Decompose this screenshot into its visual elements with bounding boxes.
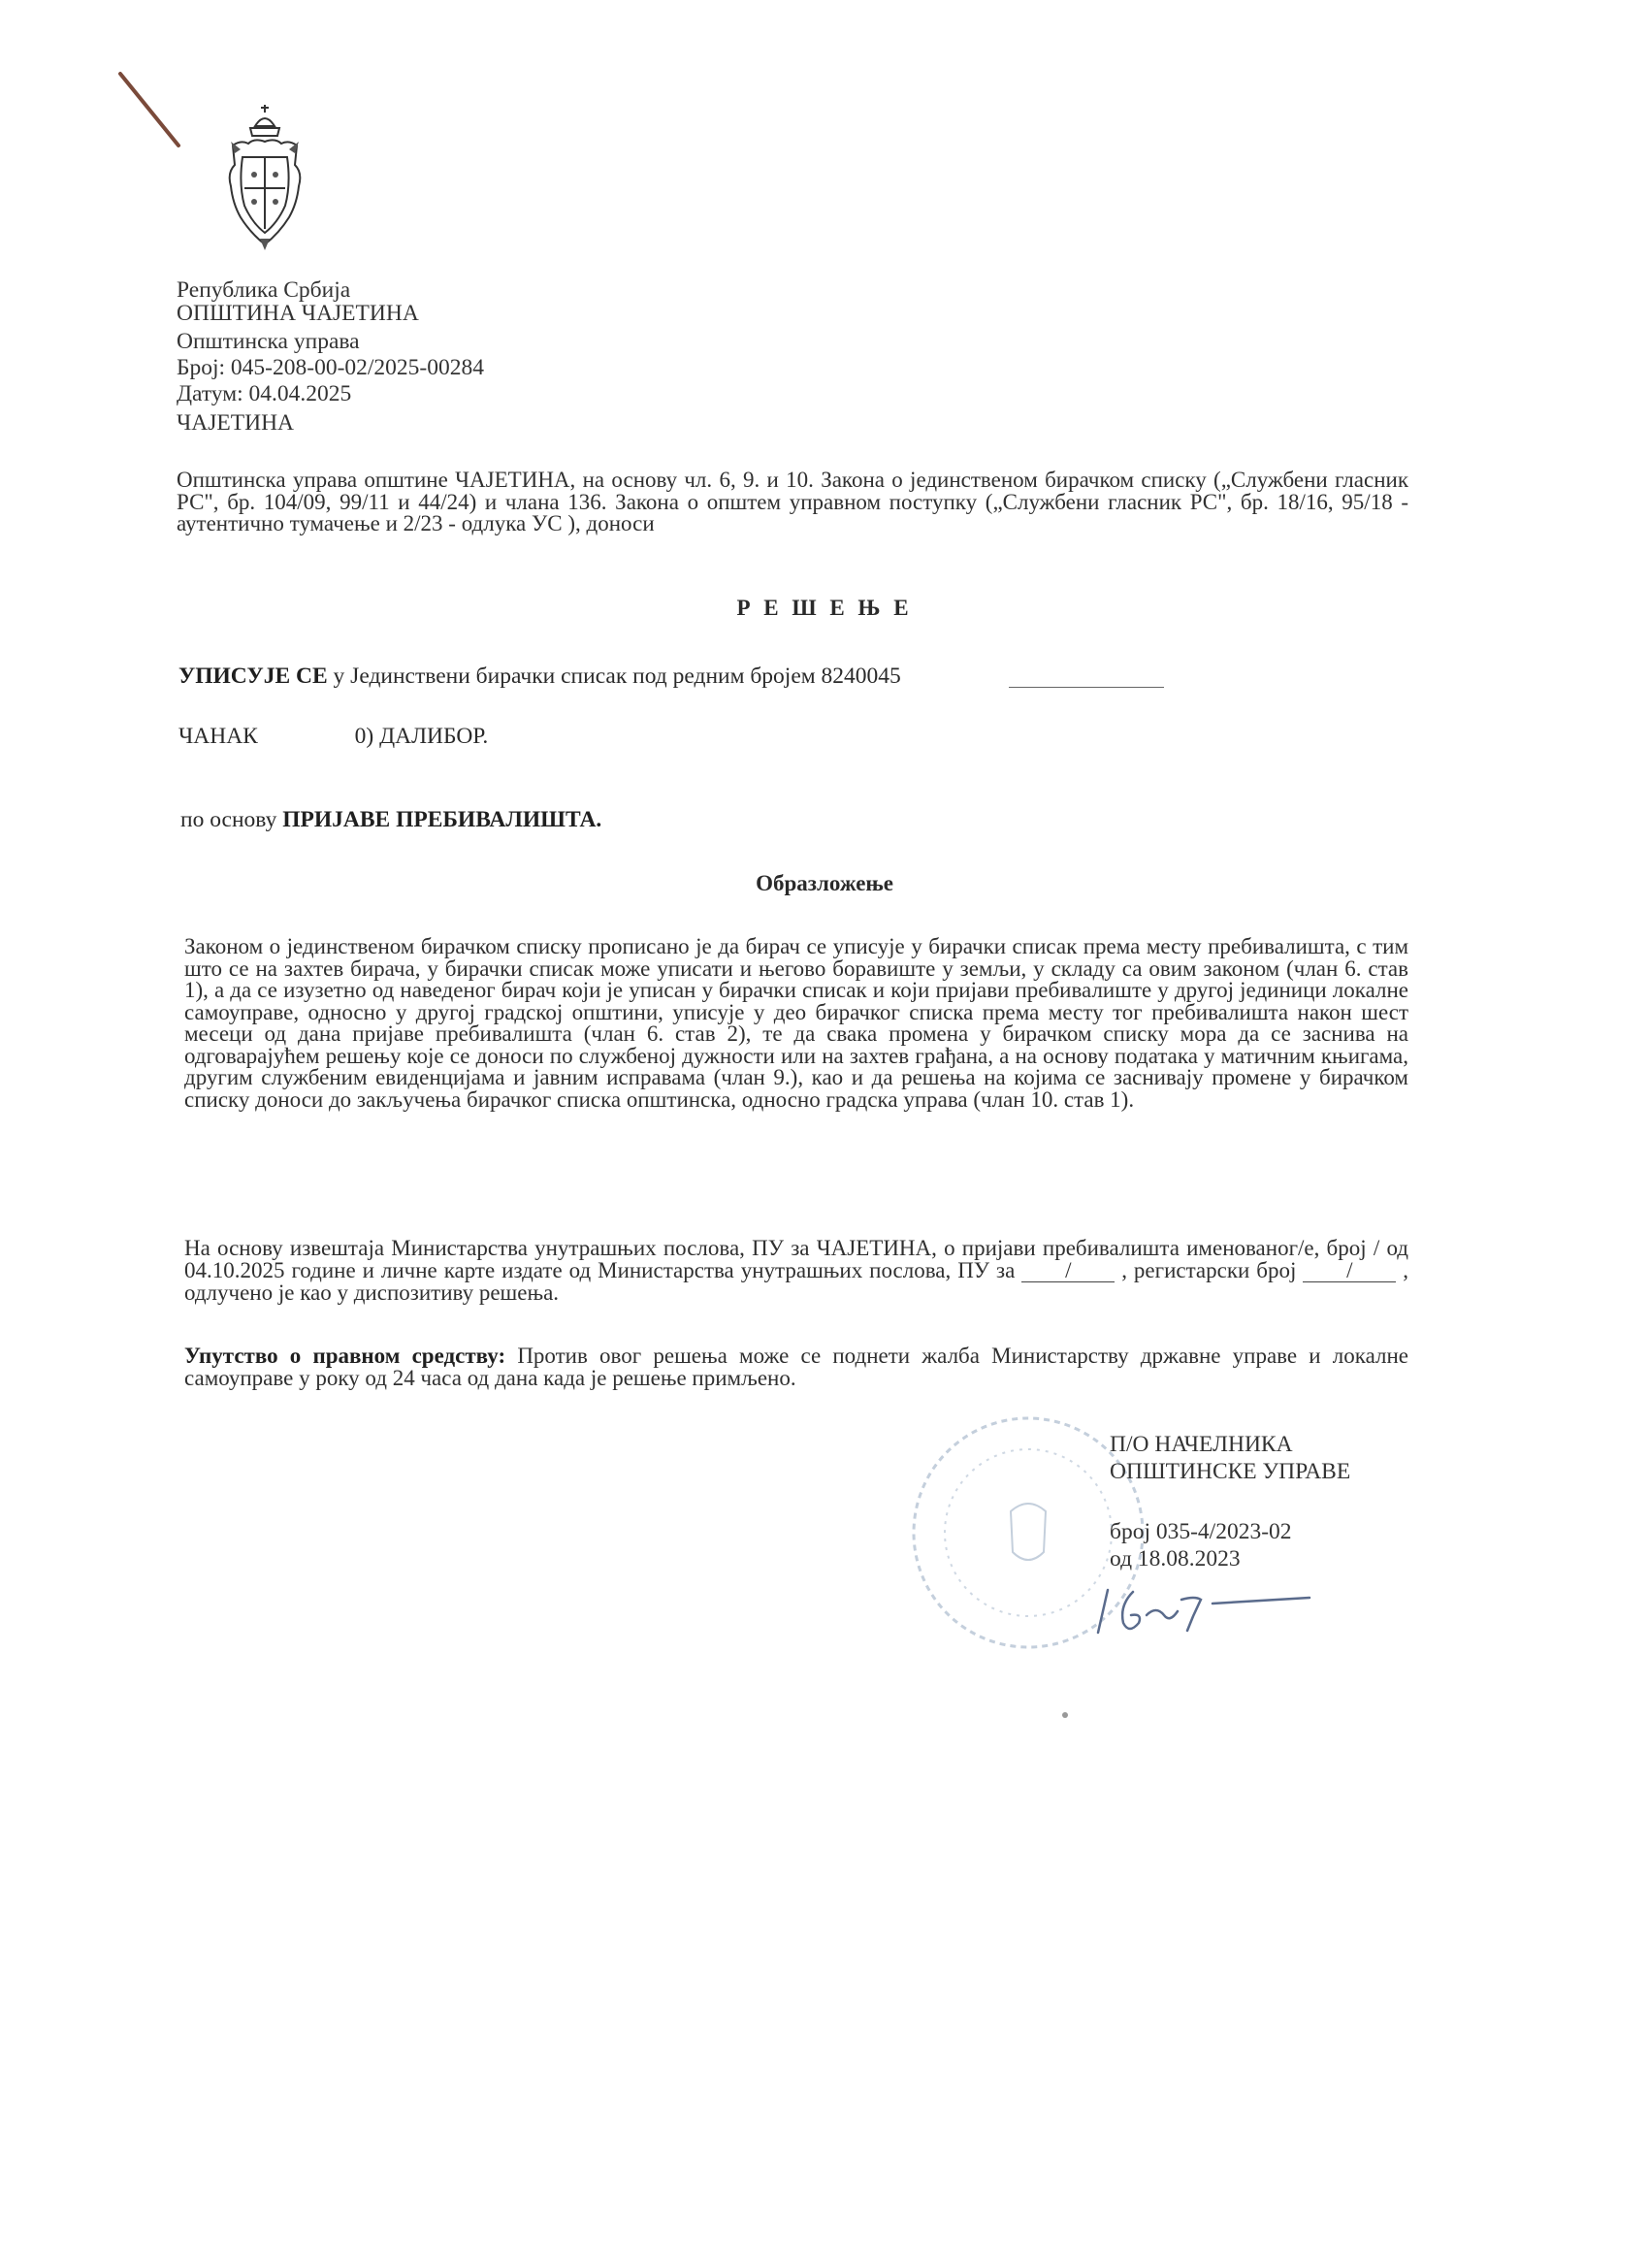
signature-line-2: ОПШТИНСКЕ УПРАВЕ bbox=[1110, 1459, 1351, 1484]
decision-text: у Јединствени бирачки списак под редним бројем 8240045 bbox=[327, 664, 901, 689]
serbian-coat-of-arms-emblem bbox=[221, 97, 308, 257]
reasoning-title: Образложење bbox=[756, 871, 893, 895]
pen-mark bbox=[114, 68, 192, 155]
instruction-text: Против овог решења може се поднети жалба Министарству државне управе и локалне самоуправе у року од 24 часа од дана када је решење примљено. bbox=[184, 1344, 1408, 1390]
header-office: Општинска управа bbox=[177, 329, 360, 354]
report-part2: , регистарски број bbox=[1121, 1257, 1297, 1282]
report-blank-1: / bbox=[1021, 1260, 1115, 1283]
redaction-strip bbox=[178, 749, 1459, 764]
reasoning-paragraph: Законом о јединственом бирачком списку прописано је да бирач се уписује у бирачки списак према месту пребивалишта, с тим што се на захтев бирача, у бирачки списак може уписати и његово боравиште у земљи, у складу са овим законом (члан 6. став 1), а да се изузетно од наведеног бирач који је уписан у бирачки списак и који пријави пребивалиште у другој јединици локалне самоуправе, односно у другој градској општини, уписује у део бирачког списка према месту тог пребивалишта након шест месеци од дана пријаве пребивалишта (члан 6. став 2), те да свака промена у бирачком списку мора да се заснива на одговарајућем решењу које се доноси по службеној дужности или на захтев грађана, а на основу података у матичним књигама, другим службеним евиденцијама и јавним исправама (члан 9.), као и да решења на којима се заснивају промене у бирачком списку доноси до закључења бирачког списка општинска, односно градска управа (члан 10. став 1). bbox=[184, 934, 1408, 1112]
basis-line bbox=[180, 807, 601, 833]
report-paragraph bbox=[184, 1238, 1408, 1305]
header-date: Датум: 04.04.2025 bbox=[177, 381, 352, 406]
decision-bold: УПИСУЈЕ СЕ bbox=[178, 664, 328, 689]
voter-surname: ЧАНАК bbox=[178, 724, 258, 749]
signature-line-3: број 035-4/2023-02 bbox=[1110, 1519, 1292, 1544]
signature-line-4: од 18.08.2023 bbox=[1110, 1546, 1241, 1571]
header-place: ЧАЈЕТИНА bbox=[177, 410, 295, 436]
header-country: Република Србија bbox=[177, 277, 351, 303]
voter-name-mid: 0) bbox=[354, 724, 374, 749]
report-blank-2: / bbox=[1303, 1260, 1396, 1283]
report-part1: На основу извештаја Министарства унутрашњих послова, ПУ за ЧАЈЕТИНА, о пријави пребивалишта именованог/е, број / од 04.10.2025 године и личне карте издате од Министарства унутрашњих послова, ПУ за bbox=[184, 1236, 1408, 1282]
speck bbox=[1062, 1712, 1068, 1718]
voter-name-line bbox=[178, 724, 488, 750]
decision-line bbox=[178, 664, 901, 690]
signature-line-1: П/О НАЧЕЛНИКА bbox=[1110, 1432, 1293, 1457]
handwritten-signature bbox=[1086, 1576, 1319, 1644]
voter-first-name: ДАЛИБОР. bbox=[379, 724, 489, 749]
header-municipality: ОПШТИНА ЧАЈЕТИНА bbox=[177, 301, 419, 326]
header-number: Број: 045-208-00-02/2025-00284 bbox=[177, 355, 485, 380]
basis-bold: ПРИЈАВЕ ПРЕБИВАЛИШТА. bbox=[282, 807, 602, 832]
report-part3: , одлучено је као у диспозитиву решења. bbox=[184, 1257, 1409, 1305]
instruction-bold: Упутство о правном средству: bbox=[184, 1344, 506, 1368]
basis-prefix: по основу bbox=[180, 807, 283, 832]
instruction-paragraph bbox=[184, 1345, 1408, 1389]
decision-underline bbox=[1009, 687, 1164, 688]
intro-paragraph: Општинска управа општине ЧАЈЕТИНА, на основу чл. 6, 9. и 10. Закона о јединственом бирачком списку („Службени гласник РС", бр. 104/09, 99/11 и 44/24) и члана 136. Закона о општем управном поступку („Службени гласник РС", бр. 18/16, 95/18 - аутентично тумачење и 2/23 - одлука УС ), доноси bbox=[177, 468, 1408, 535]
decision-title: Р Е Ш Е Њ Е bbox=[736, 596, 913, 620]
